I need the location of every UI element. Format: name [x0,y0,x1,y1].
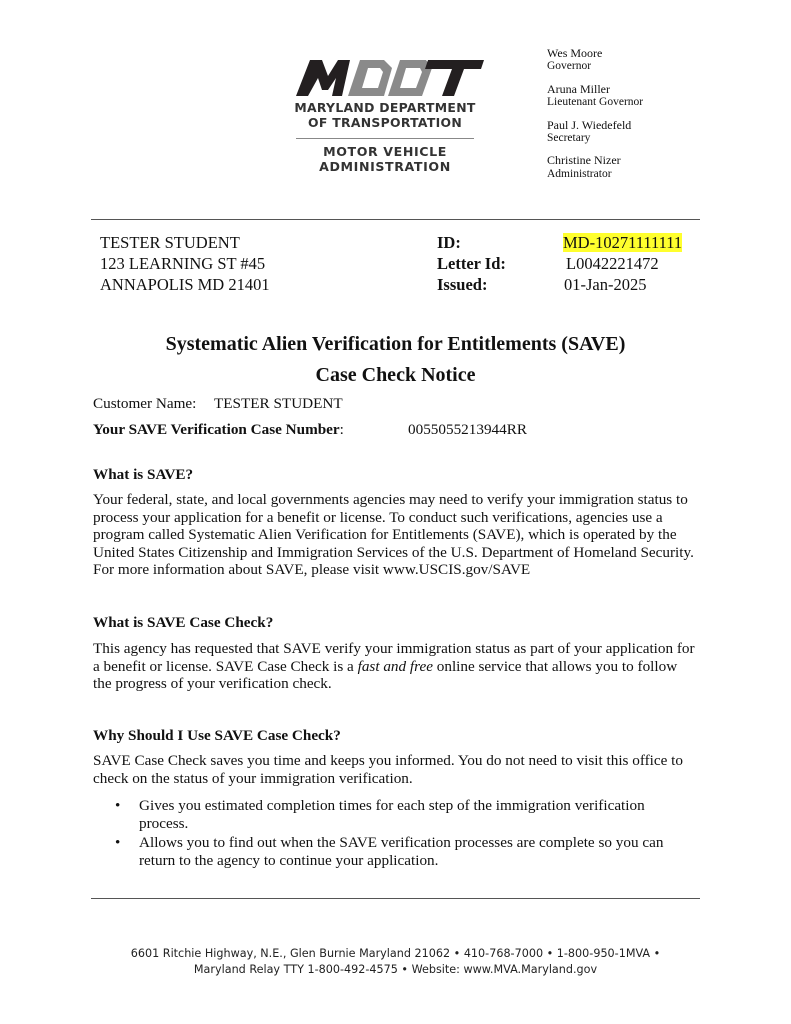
logo-mva-line1: MOTOR VEHICLE [323,144,447,159]
official-role: Governor [547,60,592,73]
mdot-wordmark [292,58,486,98]
bullet-icon: • [115,834,121,852]
bullet-icon: • [115,797,121,814]
id-label: ID: [437,233,461,252]
official-name: Paul J. Wiedefeld [547,117,632,132]
what-is-save-body: Your federal, state, and local governments agencies may need to verify your immigration status to process your application for a benefit or license. To conduct such verifications, agencies use a program called Systematic Alien Verification for Entitlements (SAVE), which is operated by the United States Citizenship and Immigration Services of the U.S. Department of Homeland Security. For more information about SAVE, please visit www.USCIS.gov/SAVE [93,491,694,579]
list-item [93,834,693,869]
why-use-heading: Why Should I Use SAVE Case Check? [93,727,341,744]
official-role: Lieutenant Governor [547,96,644,109]
logo-department [292,100,478,130]
case-check-body [93,640,697,693]
what-is-save-heading: What is SAVE? [93,466,194,483]
logo-mva-line2: ADMINISTRATION [319,159,451,174]
official-role: Secretary [547,132,591,145]
official-name: Wes Moore [547,46,603,60]
case-check-body-start: This agency has requested that SAVE verify your immigration status as part of your application for a benefit or license. SAVE Case Check is a [93,640,695,675]
official-administrator [547,154,687,181]
recipient-name: TESTER STUDENT [100,233,240,252]
case-number-label [93,421,344,439]
letter-id-label-text: Letter Id: [437,254,506,273]
official-secretary [547,119,687,146]
issued-label: Issued: [437,275,488,294]
footer-divider [91,898,700,899]
logo-divider [296,138,474,139]
id-value [563,232,682,253]
id-value-highlight: MD-10271111111 [563,233,683,252]
logo-mva [292,144,478,174]
case-check-body-end: online service that allows you to follow the progress of your verification check. [93,657,678,693]
recipient-city: ANNAPOLIS MD 21401 [100,275,270,294]
issued-value: 01-Jan-2025 [564,275,647,294]
official-name: Christine Nizer [547,153,621,168]
logo-dept-line2: OF TRANSPORTATION [308,115,462,130]
customer-name-label: Customer Name: [93,395,197,412]
case-number-value: 0055055213944RR [408,421,527,438]
recipient-street: 123 LEARNING ST #45 [100,254,266,273]
case-number-label-text: Your SAVE Verification Case Number [93,421,340,438]
footer [91,946,700,978]
mdot-mva-logo [292,58,486,180]
logo-dept-line1: MARYLAND DEPARTMENT [294,100,476,115]
customer-name-value: TESTER STUDENT [214,395,343,412]
bullet-text: Allows you to find out when the SAVE verification processes are complete so you can return to the agency to continue your application. [139,834,664,869]
letter-id-value: L0042221472 [566,254,659,273]
recipient-address [100,232,270,295]
why-use-bullet-list [93,797,693,871]
bullet-text: Gives you estimated completion times for each step of the immigration verification process. [139,797,645,832]
why-use-body: SAVE Case Check saves you time and keeps you informed. You do not need to visit this office to check on the status of your immigration verification. [93,752,683,787]
official-governor [547,47,687,74]
official-name: Aruna Miller [547,81,610,96]
case-check-body-italic: fast and free [357,657,433,675]
official-lt-governor [547,83,687,110]
list-item [93,797,693,832]
header-divider [91,219,700,220]
footer-address-line: 6601 Ritchie Highway, N.E., Glen Burnie Maryland 21062 • 410-768-7000 • 1-800-950-1MVA • [130,947,661,960]
footer-contact-line: Maryland Relay TTY 1-800-492-4575 • Website: www.MVA.Maryland.gov [193,963,598,976]
case-check-heading: What is SAVE Case Check? [93,614,274,631]
notice-title: Systematic Alien Verification for Entitlements (SAVE) [165,333,626,355]
case-number-colon: : [339,421,344,438]
notice-subtitle: Case Check Notice [315,364,476,386]
official-role: Administrator [547,167,612,180]
letter-id-label [437,253,506,274]
officials-list [547,47,687,190]
